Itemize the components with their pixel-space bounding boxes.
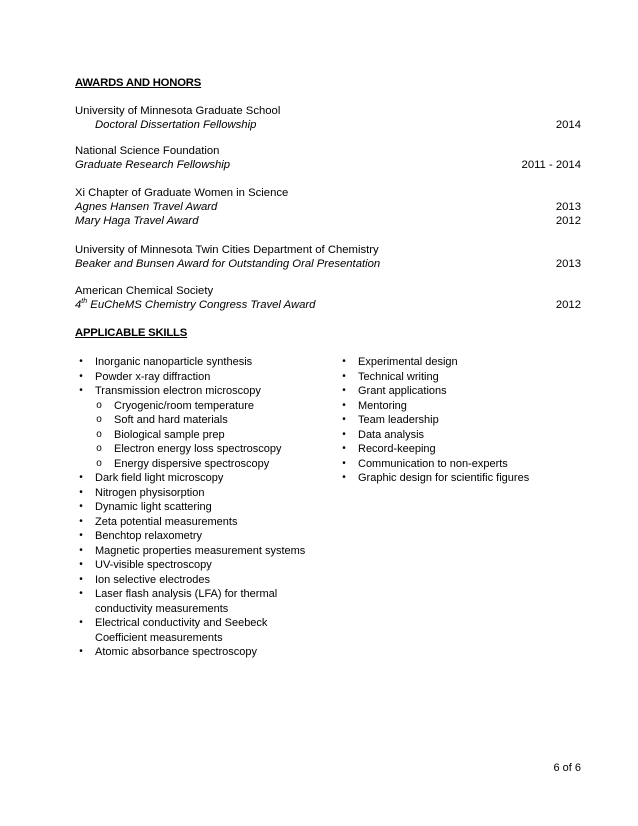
bullet-icon: •	[79, 501, 83, 512]
award-title: EuCheMS Chemistry Congress Travel Award	[87, 299, 316, 311]
skill-item	[338, 399, 588, 414]
award-year: 2012	[555, 299, 581, 311]
sub-skill-label: Soft and hard materials	[114, 414, 228, 426]
award-title: Doctoral Dissertation Fellowship	[95, 119, 257, 131]
skill-label: Zeta potential measurements	[95, 515, 238, 528]
skill-label: Atomic absorbance spectroscopy	[95, 646, 258, 658]
award-item	[75, 118, 581, 132]
bullet-icon: •	[79, 573, 83, 585]
bullet-icon: •	[342, 385, 346, 396]
sub-skill-label: Biological sample prep	[114, 428, 225, 441]
award-org: University of Minnesota Graduate School	[75, 105, 281, 117]
skill-item-continued	[75, 631, 325, 646]
bullet-icon: •	[342, 370, 346, 382]
sub-skill-item	[75, 442, 325, 457]
award-title: Beaker and Bunsen Award for Outstanding Oral Presentation	[75, 258, 381, 270]
skill-item	[338, 370, 588, 385]
award-title-sup: th	[81, 298, 88, 306]
award-group	[75, 144, 581, 172]
skill-label: Dark field light microscopy	[95, 472, 224, 484]
bullet-icon: •	[79, 472, 83, 483]
skill-label: Powder x-ray diffraction	[95, 370, 211, 383]
skill-item	[75, 544, 325, 559]
skill-label: Team leadership	[358, 414, 439, 426]
award-org: University of Minnesota Twin Cities Department of Chemistry	[75, 244, 379, 256]
skill-label: Data analysis	[358, 428, 425, 441]
skill-item	[75, 645, 325, 660]
bullet-icon: •	[79, 646, 83, 657]
award-year: 2013	[555, 201, 581, 213]
skill-label: Laser flash analysis (LFA) for thermal	[95, 588, 278, 600]
bullet-icon: •	[342, 428, 346, 440]
skill-item	[75, 587, 325, 602]
award-title-prefix: 4	[75, 299, 82, 311]
bullet-icon: •	[79, 530, 83, 541]
skill-item	[75, 529, 325, 544]
skill-item	[75, 616, 325, 631]
sub-skill-item	[75, 399, 325, 414]
skill-label: Graphic design for scientific figures	[358, 472, 530, 484]
bullet-icon: •	[79, 370, 83, 382]
skills-right-column	[338, 355, 588, 486]
skill-label: Ion selective electrodes	[95, 573, 210, 586]
sub-skill-item	[75, 413, 325, 428]
skill-item	[338, 428, 588, 443]
skill-label: Magnetic properties measurement systems	[95, 544, 306, 557]
bullet-icon: •	[79, 486, 83, 498]
bullet-icon: •	[342, 399, 346, 411]
skill-label: Inorganic nanoparticle synthesis	[95, 356, 253, 368]
bullet-icon: •	[342, 356, 346, 367]
bullet-icon: •	[342, 457, 346, 469]
skills-left-column	[75, 355, 325, 660]
award-year: 2014	[555, 119, 581, 131]
page-number: 6 of 6	[553, 762, 581, 774]
bullet-icon: •	[79, 385, 83, 396]
award-title: Graduate Research Fellowship	[75, 159, 231, 171]
skill-item	[75, 384, 325, 399]
skill-label: Electrical conductivity and Seebeck	[95, 617, 268, 629]
skill-item	[75, 500, 325, 515]
award-year: 2011 - 2014	[521, 159, 581, 171]
bullet-icon: •	[79, 617, 83, 628]
skill-label: Benchtop relaxometry	[95, 530, 202, 542]
skill-label: Experimental design	[358, 356, 458, 368]
skill-item	[338, 457, 588, 472]
bullet-icon: •	[79, 559, 83, 570]
circle-bullet-icon: o	[96, 414, 102, 425]
skill-item	[338, 471, 588, 486]
award-org: National Science Foundation	[75, 145, 220, 157]
skill-label: Mentoring	[358, 399, 407, 412]
bullet-icon: •	[342, 443, 346, 454]
skill-item	[75, 355, 325, 370]
award-item	[75, 200, 581, 214]
award-group	[75, 186, 581, 228]
skills-heading: APPLICABLE SKILLS	[75, 327, 188, 339]
sub-skill-item	[75, 457, 325, 472]
skill-item	[75, 573, 325, 588]
skill-label: Communication to non-experts	[358, 457, 508, 470]
skill-item	[338, 413, 588, 428]
award-year: 2012	[555, 215, 581, 227]
award-item	[75, 257, 581, 271]
skill-item-continued	[75, 602, 325, 617]
bullet-icon: •	[79, 515, 83, 527]
award-org: Xi Chapter of Graduate Women in Science	[75, 187, 289, 199]
sub-skill-label: Cryogenic/room temperature	[114, 399, 255, 412]
awards-heading: AWARDS AND HONORS	[75, 77, 202, 89]
circle-bullet-icon: o	[96, 428, 102, 440]
skill-label: Record-keeping	[358, 443, 436, 455]
skill-label: UV-visible spectroscopy	[95, 559, 212, 571]
award-item	[75, 158, 581, 172]
bullet-icon: •	[79, 356, 83, 367]
skill-label: conductivity measurements	[95, 602, 229, 615]
sub-skill-label: Electron energy loss spectroscopy	[114, 443, 282, 455]
skill-label: Technical writing	[358, 370, 439, 383]
skill-label: Nitrogen physisorption	[95, 486, 205, 499]
circle-bullet-icon: o	[96, 457, 102, 469]
circle-bullet-icon: o	[96, 399, 102, 411]
sub-skill-item	[75, 428, 325, 443]
skill-item	[75, 558, 325, 573]
award-title: Mary Haga Travel Award	[75, 215, 199, 227]
skill-item	[75, 515, 325, 530]
award-item	[75, 298, 581, 312]
award-group	[75, 243, 581, 271]
skill-item	[75, 486, 325, 501]
skill-label: Grant applications	[358, 385, 447, 397]
award-group	[75, 284, 581, 312]
award-year: 2013	[555, 258, 581, 270]
award-title: Agnes Hansen Travel Award	[75, 201, 218, 213]
award-group	[75, 104, 581, 132]
skill-item	[338, 442, 588, 457]
award-org: American Chemical Society	[75, 285, 214, 297]
bullet-icon: •	[79, 588, 83, 599]
skill-label: Dynamic light scattering	[95, 501, 212, 513]
bullet-icon: •	[342, 472, 346, 483]
award-item	[75, 214, 581, 228]
skill-label: Coefficient measurements	[95, 631, 223, 644]
sub-skill-label: Energy dispersive spectroscopy	[114, 457, 270, 470]
skill-item	[75, 370, 325, 385]
bullet-icon: •	[342, 414, 346, 425]
skill-item	[338, 384, 588, 399]
skill-item	[338, 355, 588, 370]
skill-item	[75, 471, 325, 486]
skill-label: Transmission electron microscopy	[95, 385, 261, 397]
bullet-icon: •	[79, 544, 83, 556]
circle-bullet-icon: o	[96, 443, 102, 454]
